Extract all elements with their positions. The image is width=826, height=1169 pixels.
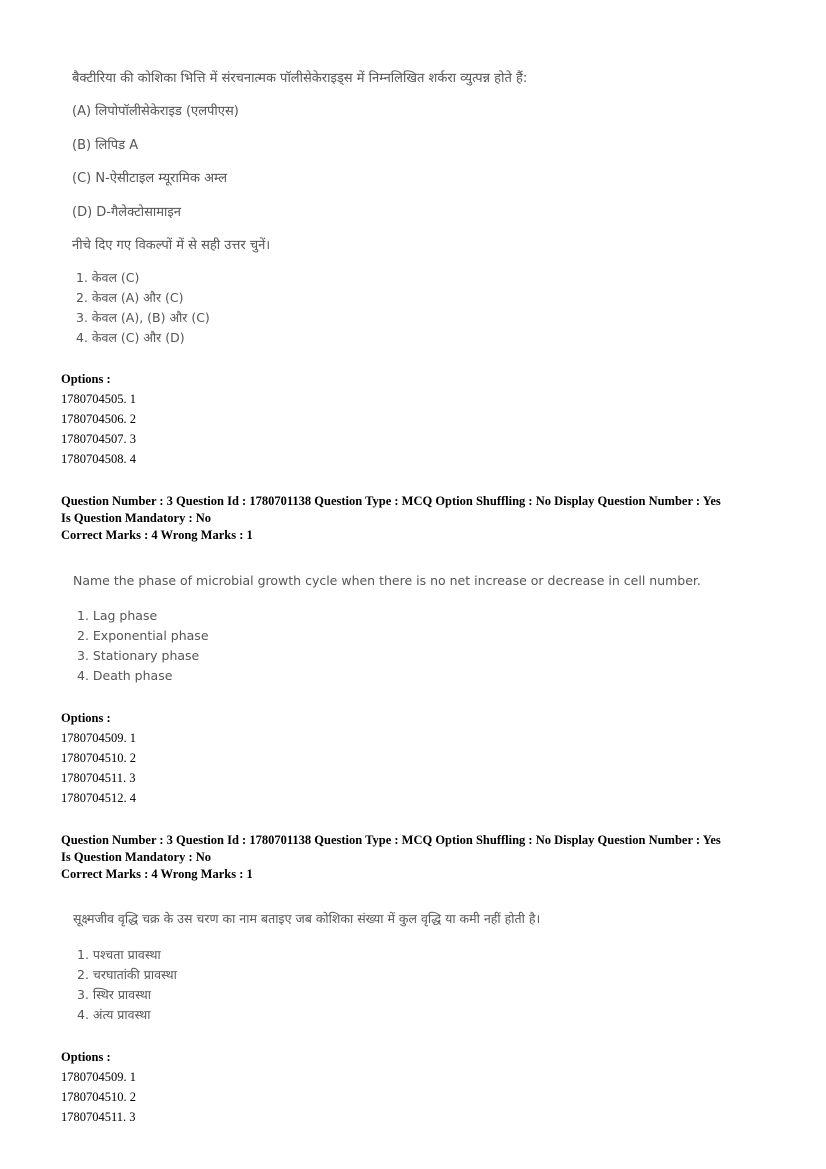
- q1-choice-1: 1. केवल (C): [76, 270, 140, 285]
- q3-options-label: Options :: [61, 1050, 111, 1064]
- q1-item-a: (A) लिपोपॉलीसेकेराइड (एलपीएस): [72, 104, 239, 119]
- q2-choice-3: 3. Stationary phase: [77, 648, 200, 663]
- q3-choice-2: 2. चरघातांकी प्रावस्था: [77, 967, 177, 982]
- q3-stem: सूक्ष्मजीव वृद्धि चक्र के उस चरण का नाम बताइए जब कोशिका संख्या में कुल वृद्धि या कमी नहीं होती है।: [73, 911, 541, 926]
- q2-header-line2: Is Question Mandatory : No: [61, 511, 212, 525]
- q3-header-line2: Is Question Mandatory : No: [61, 850, 212, 864]
- q3-choice-1: 1. पश्चता प्रावस्था: [77, 947, 161, 962]
- q3-option-id-2: 1780704510. 2: [61, 1090, 136, 1104]
- q1-option-id-3: 1780704507. 3: [61, 432, 136, 446]
- q2-option-id-1: 1780704509. 1: [61, 731, 136, 745]
- q1-choice-4: 4. केवल (C) और (D): [76, 330, 185, 345]
- q2-option-id-3: 1780704511. 3: [61, 771, 136, 785]
- q2-marks: Correct Marks : 4 Wrong Marks : 1: [61, 528, 253, 542]
- q2-stem: Name the phase of microbial growth cycle when there is no net increase or decrease in cell number.: [73, 573, 701, 588]
- q2-options-block: [61, 710, 136, 807]
- q1-item-d: (D) D-गैलेक्टोसामाइन: [72, 205, 182, 220]
- q3-header: [61, 832, 721, 883]
- q1-options-block: [61, 371, 136, 468]
- q1-instruction: नीचे दिए गए विकल्पों में से सही उत्तर चुनें।: [72, 238, 271, 253]
- q1-choice-3: 3. केवल (A), (B) और (C): [76, 310, 210, 325]
- q3-choice-4: 4. अंत्य प्रावस्था: [77, 1007, 151, 1022]
- q1-choice-2: 2. केवल (A) और (C): [76, 290, 184, 305]
- q2-header-line1: Question Number : 3 Question Id : 1780701138 Question Type : MCQ Option Shuffling : No Display Question Number : Yes: [61, 494, 721, 508]
- q2-option-id-4: 1780704512. 4: [61, 791, 136, 805]
- q1-item-c: (C) N-ऐसीटाइल म्यूरामिक अम्ल: [72, 171, 228, 186]
- q1-option-id-2: 1780704506. 2: [61, 412, 136, 426]
- q3-marks: Correct Marks : 4 Wrong Marks : 1: [61, 867, 253, 881]
- q2-header: [61, 493, 721, 544]
- q3-option-id-1: 1780704509. 1: [61, 1070, 136, 1084]
- q3-options-block: [61, 1049, 136, 1126]
- q2-choice-1: 1. Lag phase: [77, 608, 158, 623]
- q2-choice-2: 2. Exponential phase: [77, 628, 209, 643]
- q1-item-b: (B) लिपिड A: [72, 138, 139, 153]
- q1-option-id-1: 1780704505. 1: [61, 392, 136, 406]
- q2-choice-4: 4. Death phase: [77, 668, 173, 683]
- q3-choice-3: 3. स्थिर प्रावस्था: [77, 987, 151, 1002]
- q3-header-line1: Question Number : 3 Question Id : 1780701138 Question Type : MCQ Option Shuffling : No Display Question Number : Yes: [61, 833, 721, 847]
- q3-option-id-3: 1780704511. 3: [61, 1110, 136, 1124]
- q2-options-label: Options :: [61, 711, 111, 725]
- q1-stem: बैक्टीरिया की कोशिका भित्ति में संरचनात्मक पॉलीसेकेराइड्स में निम्नलिखित शर्करा व्युत्पन्न होते हैं:: [72, 71, 528, 86]
- q1-option-id-4: 1780704508. 4: [61, 452, 136, 466]
- q2-option-id-2: 1780704510. 2: [61, 751, 136, 765]
- q1-options-label: Options :: [61, 372, 111, 386]
